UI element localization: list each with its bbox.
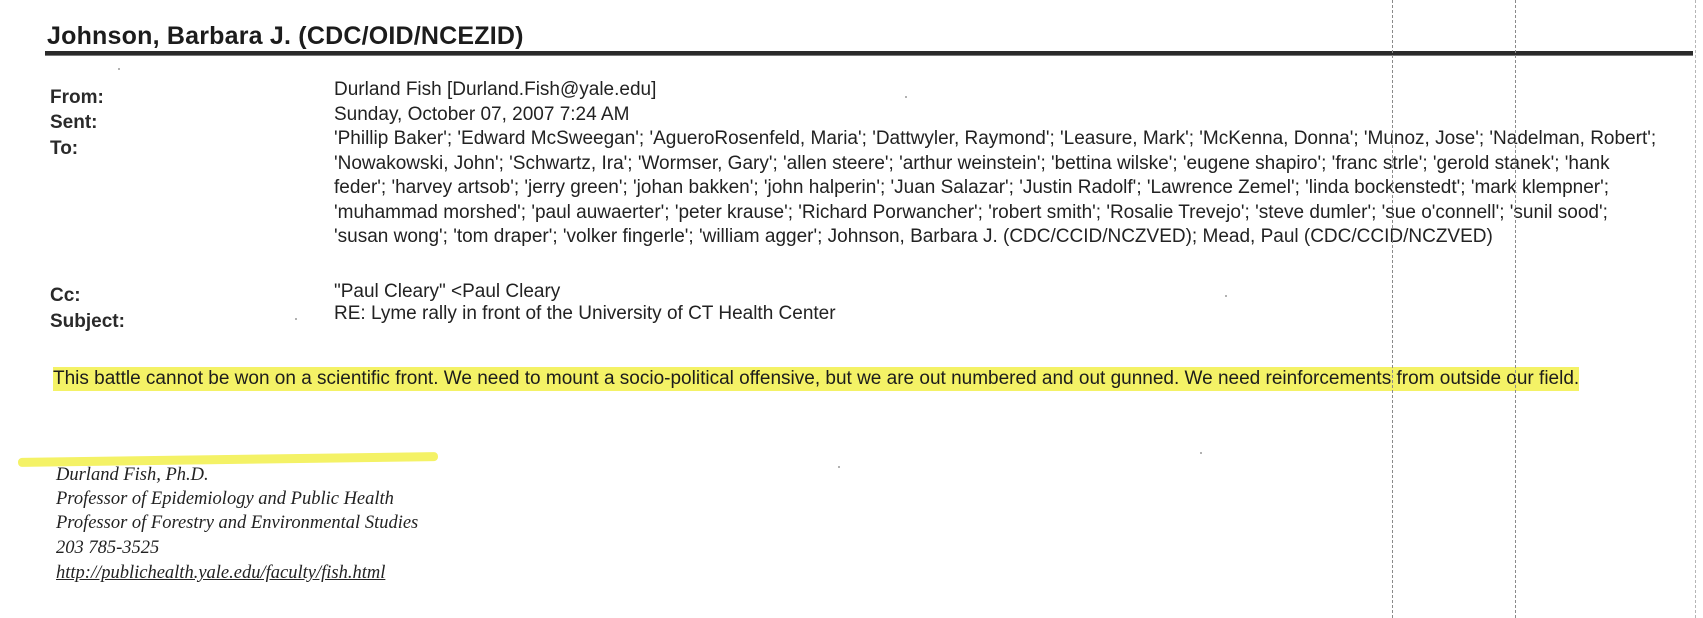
scan-speck [1200, 452, 1202, 454]
scan-fold-line [1515, 0, 1516, 618]
to-recipients: 'Phillip Baker'; 'Edward McSweegan'; 'AgueroRosenfeld, Maria'; 'Dattwyler, Raymond'; 'Leasure, Mark'; 'McKenna, Donna'; 'Munoz, Jose'; 'Nadelman, Robert'; 'Nowakowski, John'; 'Schwartz, Ira'; 'Wormser, Gary'; 'allen steere'; 'arthur weinstein'; 'bettina wilske'; 'eugene shapiro'; 'franc strle'; 'gerold stanek'; 'hank feder'; 'harvey artsob'; 'jerry green'; 'johan bakken'; 'john halperin'; 'Juan Salazar'; 'Justin Radolf'; 'Lawrence Zemel'; 'linda bockenstedt'; 'mark klempner'; 'muhammad morshed'; 'paul auwaerter'; 'peter krause'; 'Richard Porwancher'; 'robert smith'; 'Rosalie Trevejo'; 'steve dumler'; 'sue o'connell'; 'sunil sood'; 'susan wong'; 'tom draper'; 'volker fingerle'; 'william agger'; Johnson, Barbara J. (CDC/CCID/NCZVED); Mead, Paul (CDC/CCID/NCZVED) [334, 128, 1657, 248]
email-body [53, 367, 1673, 392]
scan-speck [838, 466, 840, 468]
subject-value: RE: Lyme rally in front of the University of CT Health Center [334, 303, 836, 324]
highlighted-body-text: This battle cannot be won on a scientific front. We need to mount a socio-political offensive, but we are out numbered and out gunned. We need reinforcements from outside our field. [53, 368, 1580, 389]
sent-label: Sent: [50, 112, 98, 133]
scan-speck [905, 96, 907, 98]
scan-speck [295, 318, 297, 320]
from-label: From: [50, 87, 104, 108]
signature-name: Durland Fish, Ph.D. [56, 465, 209, 485]
title-rule-shadow [45, 55, 1693, 56]
document-title: Johnson, Barbara J. (CDC/OID/NCEZID) [47, 22, 524, 50]
scan-edge-line [1695, 0, 1696, 618]
scan-fold-line [1392, 0, 1393, 618]
to-label: To: [50, 138, 79, 159]
cc-value: "Paul Cleary" <Paul Cleary [334, 281, 561, 302]
from-value: Durland Fish [Durland.Fish@yale.edu] [334, 79, 657, 100]
scan-speck [118, 68, 120, 70]
signature-title-2: Professor of Forestry and Environmental Studies [56, 513, 419, 533]
signature-link[interactable]: http://publichealth.yale.edu/faculty/fish.html [56, 563, 386, 583]
sent-value: Sunday, October 07, 2007 7:24 AM [334, 104, 630, 125]
signature-title-1: Professor of Epidemiology and Public Health [56, 489, 394, 509]
subject-label: Subject: [50, 311, 125, 332]
cc-label: Cc: [50, 285, 81, 306]
scan-speck [1225, 295, 1227, 297]
signature-phone: 203 785-3525 [56, 538, 160, 558]
